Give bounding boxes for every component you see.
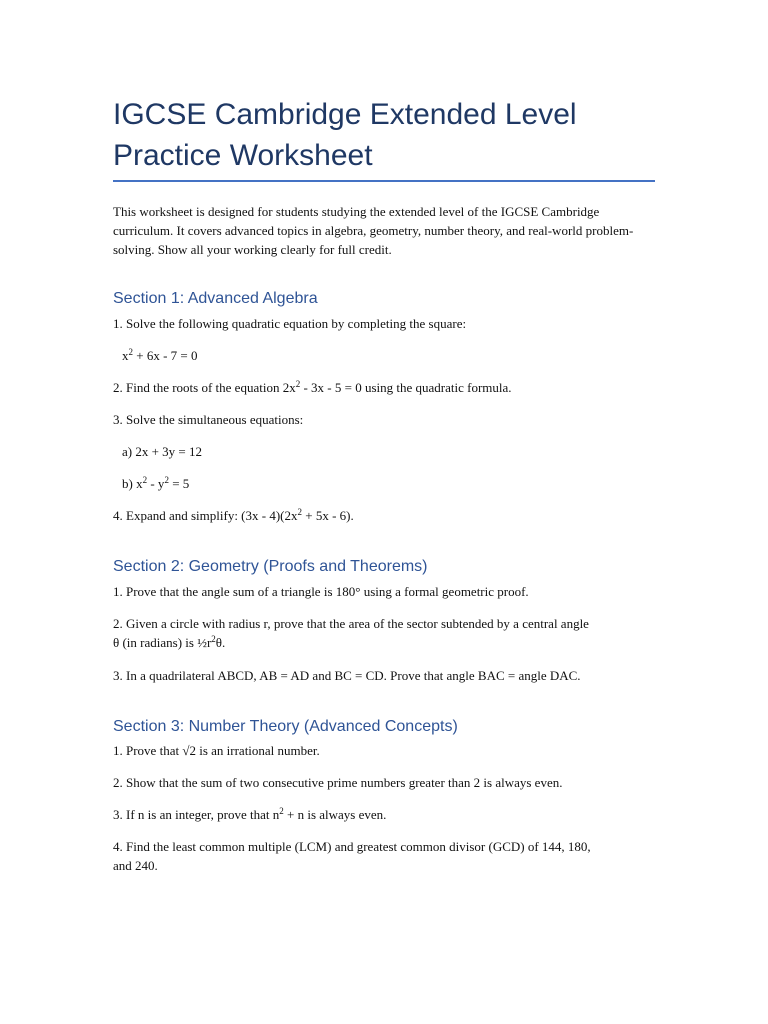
section-3-question-4-line-2: and 240. bbox=[113, 858, 158, 873]
worksheet-page bbox=[113, 0, 658, 873]
section-2-heading: Section 2: Geometry (Proofs and Theorems) bbox=[113, 558, 428, 575]
section-3-heading: Section 3: Number Theory (Advanced Concepts) bbox=[113, 718, 458, 735]
section-2-question-3: 3. In a quadrilateral ABCD, AB = AD and BC = CD. Prove that angle BAC = angle DAC. bbox=[113, 668, 581, 683]
section-1-heading: Section 1: Advanced Algebra bbox=[113, 290, 318, 307]
section-1-question-1: 1. Solve the following quadratic equation by completing the square: bbox=[113, 316, 467, 331]
section-2-question-2-line-2: θ (in radians) is $\frac{1}{2}r^2\theta$. bbox=[113, 634, 226, 650]
section-1-question-3a: a) 2x + 3y = 12 bbox=[122, 444, 203, 459]
title-underline bbox=[113, 180, 655, 182]
section-1-question-3: 3. Solve the simultaneous equations: bbox=[113, 412, 304, 427]
intro-paragraph: This worksheet is designed for students studying the extended level of the IGCSE Cambridge curriculum. It covers advanced topics in algebra, geometry, number theory, and real-world problem-solving. Show all your working clearly for full credit. bbox=[113, 204, 634, 257]
section-3-question-4-line-1: 4. Find the least common multiple (LCM) and greatest common divisor (GCD) of 144, 180, bbox=[113, 839, 591, 854]
section-1-question-1-equation: $x^2 + 6x - 7 = 0$ bbox=[122, 347, 198, 363]
section-3-question-2: 2. Show that the sum of two consecutive prime numbers greater than 2 is always even. bbox=[113, 775, 563, 790]
title-line-2: Practice Worksheet bbox=[113, 139, 373, 172]
section-2-question-2-line-1: 2. Given a circle with radius r, prove that the area of the sector subtended by a central angle bbox=[113, 616, 589, 631]
title-line-1: IGCSE Cambridge Extended Level bbox=[113, 98, 577, 131]
section-1-question-4: 4. Expand and simplify: $(3x - 4)(2x^2 + 5x - 6)$. bbox=[113, 507, 354, 523]
section-1-question-2: 2. Find the roots of the equation $2x^2 - 3x - 5 = 0$ using the quadratic formula. bbox=[113, 379, 512, 395]
document-title bbox=[113, 94, 658, 176]
section-3-question-3: 3. If n is an integer, prove that $n^2 + n$ is always even. bbox=[113, 806, 387, 822]
section-1-question-3b: b) $x^2 - y^2 = 5$ bbox=[122, 475, 190, 491]
section-2-question-1: 1. Prove that the angle sum of a triangle is 180° using a formal geometric proof. bbox=[113, 584, 529, 599]
section-3-question-1: 1. Prove that √2 is an irrational number. bbox=[113, 743, 320, 758]
